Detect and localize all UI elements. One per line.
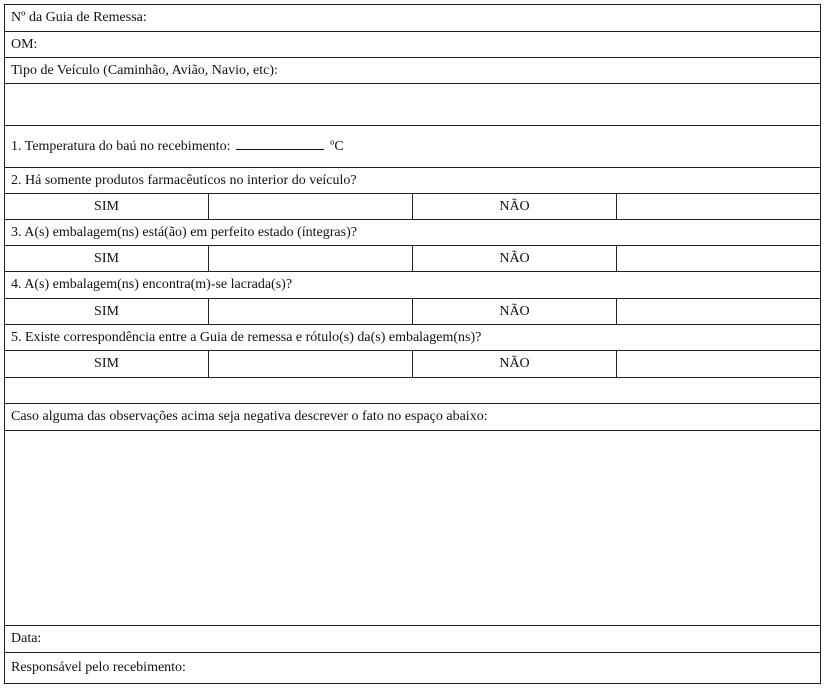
question-3-nao-box[interactable] [617,246,821,272]
question-2-text: 2. Há somente produtos farmacêuticos no interior do veículo? [11,172,357,188]
nao-text: NÃO [499,198,530,214]
question-4-text: 4. A(s) embalagem(ns) encontra(m)-se lacrada(s)? [11,277,293,292]
question-2 [5,168,821,194]
question-2-sim-box[interactable] [209,194,413,220]
question-5-text: 5. Existe correspondência entre a Guia de remessa e rótulo(s) da(s) embalagem(ns)? [11,329,482,345]
question-3 [5,220,821,246]
question-5-sim-label [5,351,209,378]
observacoes-field[interactable] [5,431,821,626]
sim-text: SIM [94,303,119,319]
question-4-sim-box[interactable] [209,299,413,325]
sim-text: SIM [94,356,119,371]
guia-remessa-field[interactable] [5,5,821,32]
question-4 [5,272,821,299]
guia-remessa-label: Nº da Guia de Remessa: [11,10,147,25]
question-2-sim-label [5,194,209,220]
om-label: OM: [11,36,38,52]
observacoes-label: Caso alguma das observações acima seja negativa descrever o fato no espaço abaixo: [11,409,488,424]
responsavel-field[interactable] [5,653,821,684]
question-3-nao-label [413,246,617,272]
question-5-nao-box[interactable] [617,351,821,378]
sim-text: SIM [94,250,119,266]
question-5-sim-box[interactable] [209,351,413,378]
question-4-nao-label [413,299,617,325]
nao-text: NÃO [499,303,530,319]
receipt-form [4,4,821,684]
temperatura-row [5,126,821,168]
blank-row [5,378,821,404]
question-3-text: 3. A(s) embalagem(ns) está(ão) em perfeito estado (íntegras)? [11,224,357,240]
question-5-nao-label [413,351,617,378]
tipo-veiculo-label-cell [5,58,821,84]
data-field[interactable] [5,626,821,653]
question-3-sim-box[interactable] [209,246,413,272]
tipo-veiculo-field[interactable] [5,84,821,126]
nao-text: NÃO [499,250,530,266]
temperatura-input-line[interactable] [236,138,324,150]
question-5 [5,325,821,351]
om-field[interactable] [5,32,821,58]
question-2-nao-box[interactable] [617,194,821,220]
nao-text: NÃO [499,356,530,371]
question-4-nao-box[interactable] [617,299,821,325]
temperatura-unit: ºC [330,139,344,154]
question-2-nao-label [413,194,617,220]
sim-text: SIM [94,198,119,214]
question-3-sim-label [5,246,209,272]
tipo-veiculo-label: Tipo de Veículo (Caminhão, Avião, Navio, etc): [11,62,278,78]
question-4-sim-label [5,299,209,325]
data-label: Data: [11,631,42,646]
temperatura-label: 1. Temperatura do baú no recebimento: [11,139,231,154]
responsavel-label: Responsável pelo recebimento: [11,660,186,675]
observacoes-label-cell [5,404,821,431]
